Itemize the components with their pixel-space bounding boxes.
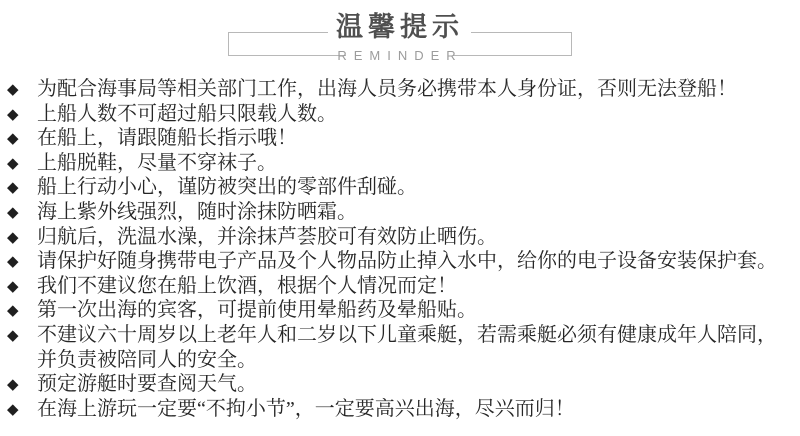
- tip-text: 上船人数不可超过船只限载人数。: [37, 102, 337, 125]
- diamond-bullet-icon: ◆: [7, 178, 19, 197]
- diamond-bullet-icon: ◆: [7, 252, 19, 271]
- diamond-bullet-icon: ◆: [7, 276, 19, 295]
- list-item: [0, 323, 796, 372]
- list-item: [0, 397, 796, 422]
- list-item: [0, 151, 796, 176]
- diamond-bullet-icon: ◆: [7, 227, 19, 246]
- diamond-bullet-icon: ◆: [7, 301, 19, 320]
- list-item: [0, 225, 796, 250]
- tip-text: 不建议六十周岁以上老年人和二岁以下儿童乘艇，若需乘艇必须有健康成年人陪同，并负责被陪同人的安全。: [37, 323, 777, 371]
- list-item: [0, 200, 796, 225]
- diamond-bullet-icon: ◆: [7, 80, 19, 98]
- page-title: 温馨提示: [336, 12, 464, 42]
- diamond-bullet-icon: ◆: [7, 202, 19, 221]
- diamond-bullet-icon: ◆: [7, 153, 19, 172]
- list-item: [0, 249, 796, 274]
- tip-text: 请保护好随身携带电子产品及个人物品防止掉入水中，给你的电子设备安装保护套。: [37, 250, 777, 273]
- notice-header: [0, 0, 800, 72]
- tip-text: 为配合海事局等相关部门工作，出海人员务必携带本人身份证，否则无法登船！: [37, 78, 737, 100]
- list-item: [0, 102, 796, 127]
- list-item: [0, 126, 796, 151]
- tip-text: 上船脱鞋，尽量不穿袜子。: [37, 151, 277, 174]
- tip-text: 第一次出海的宾客，可提前使用晕船药及晕船贴。: [37, 299, 477, 322]
- list-item: [0, 298, 796, 323]
- list-item: [0, 372, 796, 397]
- tip-text: 预定游艇时要查阅天气。: [37, 373, 257, 396]
- diamond-bullet-icon: ◆: [7, 375, 19, 394]
- list-item: [0, 175, 796, 200]
- tip-text: 海上紫外线强烈，随时涂抹防晒霜。: [37, 200, 357, 223]
- page-subtitle: REMINDER: [337, 48, 463, 63]
- tip-text: 船上行动小心，谨防被突出的零部件刮碰。: [37, 176, 417, 199]
- diamond-bullet-icon: ◆: [7, 129, 19, 148]
- diamond-bullet-icon: ◆: [7, 104, 19, 123]
- tips-list: [0, 77, 796, 421]
- tip-text: 归航后，洗温水澡，并涂抹芦荟胶可有效防止晒伤。: [37, 225, 497, 248]
- tip-text: 在海上游玩一定要“不拘小节”，一定要高兴出海，尽兴而归！: [37, 397, 575, 420]
- tip-text: 我们不建议您在船上饮酒，根据个人情况而定！: [37, 274, 457, 297]
- diamond-bullet-icon: ◆: [7, 325, 19, 344]
- list-item: [0, 274, 796, 299]
- list-item: [0, 77, 796, 102]
- tip-text: 在船上，请跟随船长指示哦！: [37, 127, 297, 150]
- diamond-bullet-icon: ◆: [7, 399, 19, 418]
